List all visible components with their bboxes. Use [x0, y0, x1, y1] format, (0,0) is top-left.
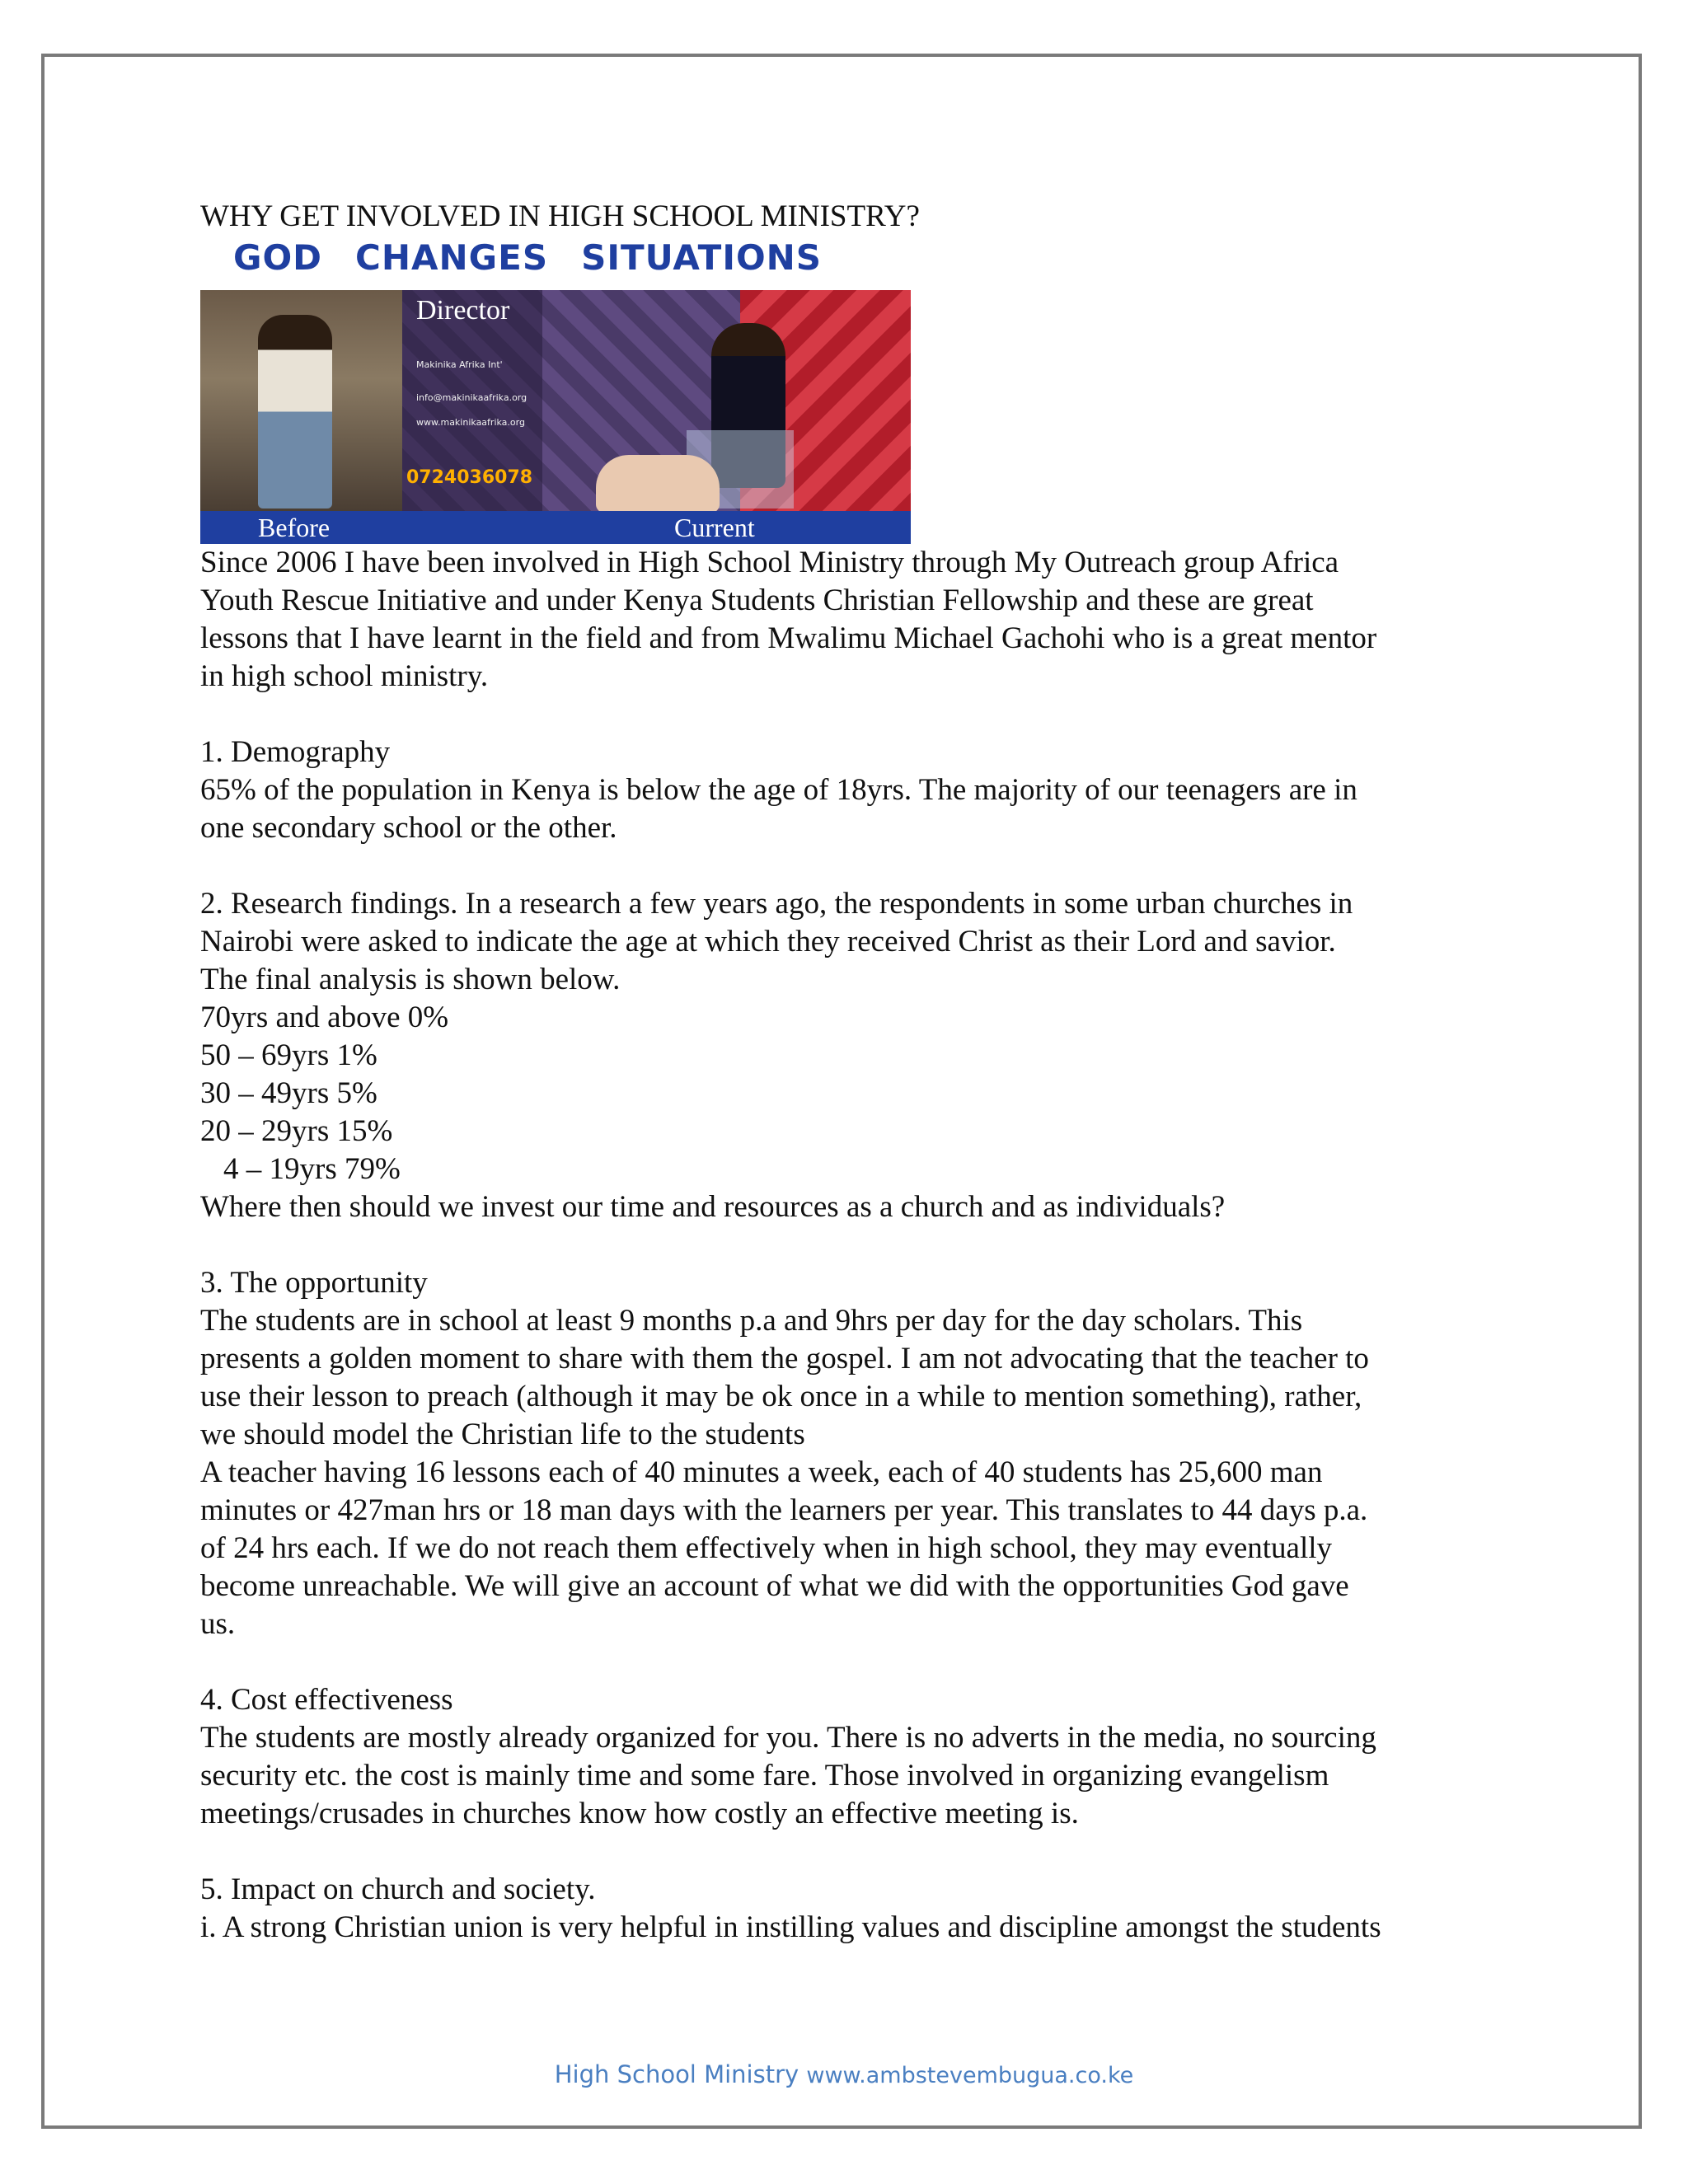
before-current-photo — [200, 290, 911, 511]
section-demography — [200, 733, 1536, 847]
raised-hand — [596, 455, 720, 511]
text-line: Nairobi were asked to indicate the age at which they received Christ as their Lord and savior. — [200, 925, 1336, 958]
stat-line: 20 – 29yrs 15% — [200, 1114, 393, 1148]
spacer — [200, 1643, 1536, 1681]
section-research-findings — [200, 885, 1536, 1226]
text-line: us. — [200, 1607, 236, 1641]
intro-paragraph — [200, 544, 1536, 696]
section-cost-effectiveness — [200, 1681, 1536, 1833]
page-footer — [0, 2060, 1688, 2088]
spacer — [200, 1833, 1536, 1871]
text-line: in high school ministry. — [200, 659, 489, 693]
banner-title — [233, 239, 822, 277]
text-line: The students are mostly already organized for you. There is no adverts in the media, no sourcing — [200, 1721, 1376, 1755]
section-title: 3. The opportunity — [200, 1266, 428, 1300]
text-line: presents a golden moment to share with them the gospel. I am not advocating that the teacher to — [200, 1342, 1369, 1376]
banner-word: CHANGES — [355, 237, 549, 278]
section-title: 5. Impact on church and society. — [200, 1872, 596, 1906]
text-line: minutes or 427man hrs or 18 man days with the learners per year. This translates to 44 days p.a. — [200, 1493, 1368, 1527]
text-line: The students are in school at least 9 months p.a and 9hrs per day for the day scholars. This — [200, 1304, 1303, 1338]
text-line: we should model the Christian life to the students — [200, 1418, 805, 1451]
banner-word: GOD — [233, 237, 323, 278]
section-title: 1. Demography — [200, 735, 391, 769]
section-opportunity — [200, 1264, 1536, 1643]
director-email: info@makinikaafrika.org — [416, 392, 528, 403]
stat-line: 50 – 69yrs 1% — [200, 1038, 377, 1072]
stat-line: 70yrs and above 0% — [200, 1001, 449, 1034]
text-line: security etc. the cost is mainly time and some fare. Those involved in organizing evangelism — [200, 1759, 1329, 1793]
banner-word: SITUATIONS — [581, 237, 823, 278]
text-line: 2. Research findings. In a research a few years ago, the respondents in some urban churches in — [200, 887, 1353, 921]
section-title: 4. Cost effectiveness — [200, 1683, 453, 1717]
text-line: A teacher having 16 lessons each of 40 minutes a week, each of 40 students has 25,600 man — [200, 1455, 1323, 1489]
section-impact — [200, 1871, 1536, 1947]
god-changes-situations-banner — [200, 239, 911, 544]
text-line: 65% of the population in Kenya is below the age of 18yrs. The majority of our teenagers are in — [200, 773, 1357, 807]
text-line: i. A strong Christian union is very helpful in instilling values and discipline amongst the students — [200, 1910, 1381, 1944]
text-line: The final analysis is shown below. — [200, 963, 621, 996]
text-line: one secondary school or the other. — [200, 811, 617, 845]
text-line: Youth Rescue Initiative and under Kenya Students Christian Fellowship and these are great — [200, 583, 1314, 617]
stat-line: 4 – 19yrs 79% — [223, 1152, 401, 1186]
director-org: Makinika Afrika Int' — [416, 359, 503, 370]
spacer — [200, 847, 1536, 885]
page-title: WHY GET INVOLVED IN HIGH SCHOOL MINISTRY? — [200, 199, 920, 233]
text-line: meetings/crusades in churches know how costly an effective meeting is. — [200, 1797, 1079, 1830]
person-before-figure — [258, 315, 332, 509]
stat-line: 30 – 49yrs 5% — [200, 1076, 377, 1110]
spacer — [200, 696, 1536, 733]
caption-before: Before — [258, 513, 331, 542]
footer-label: High School Ministry — [554, 2060, 799, 2088]
text-line: lessons that I have learnt in the field and from Mwalimu Michael Gachohi who is a great mentor — [200, 621, 1377, 655]
caption-current: Current — [674, 513, 755, 542]
text-line: become unreachable. We will give an account of what we did with the opportunities God gave — [200, 1569, 1349, 1603]
question-line: Where then should we invest our time and resources as a church and as individuals? — [200, 1190, 1226, 1224]
text-line: use their lesson to preach (although it may be ok once in a while to mention something), rather, — [200, 1380, 1362, 1413]
document-body — [200, 198, 1536, 1947]
text-line: of 24 hrs each. If we do not reach them effectively when in high school, they may eventually — [200, 1531, 1333, 1565]
director-phone: 0724036078 — [406, 467, 533, 488]
director-title: Director — [416, 295, 510, 326]
footer-url: www.ambstevembugua.co.ke — [806, 2063, 1134, 2088]
director-web: www.makinikaafrika.org — [416, 417, 525, 428]
spacer — [200, 1226, 1536, 1264]
text-line: Since 2006 I have been involved in High School Ministry through My Outreach group Africa — [200, 546, 1339, 579]
